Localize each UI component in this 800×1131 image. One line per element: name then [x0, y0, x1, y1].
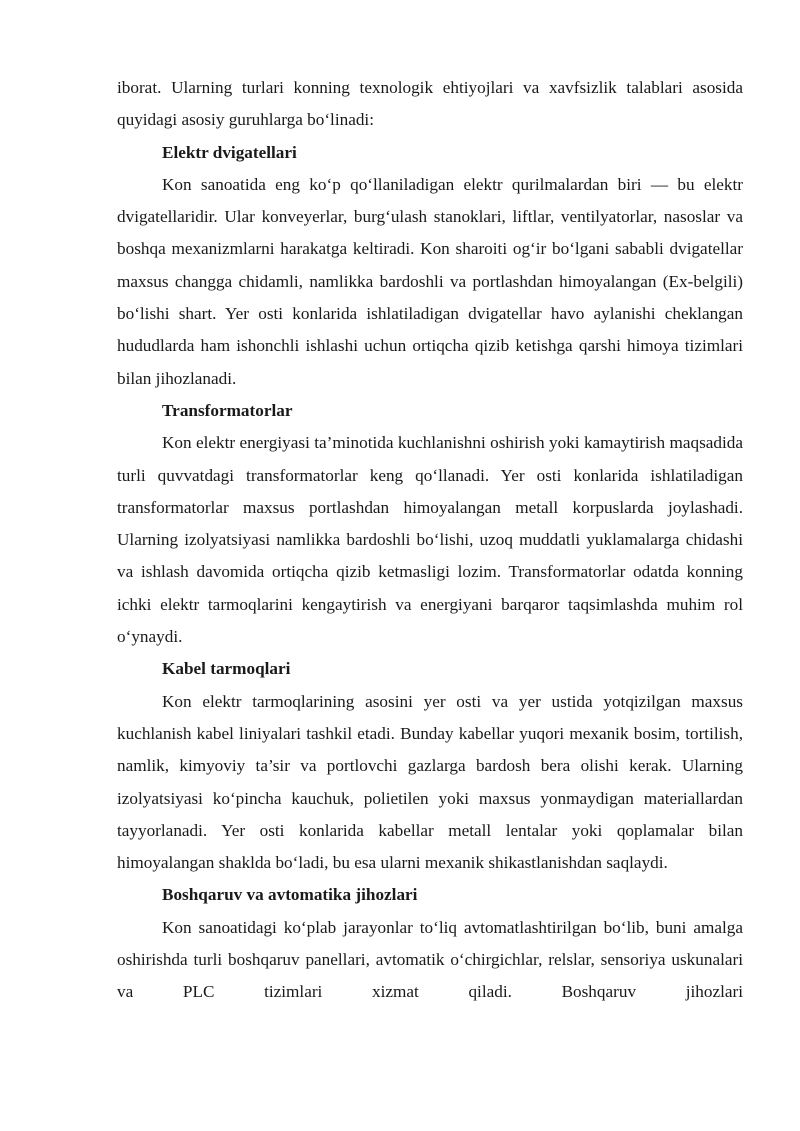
section-body-cable-networks: Kon elektr tarmoqlarining asosini yer osti va yer ustida yotqizilgan maxsus kuchlanish kabel liniyalari tashkil etadi. Bunday kabellar yuqori mexanik bosim, tortilish, namlik, kimyoviy ta’sir va portlovchi gazlarga bardosh bera olishi kerak. Ularning izolyatsiyasi ko‘pincha kauchuk, polietilen yoki maxsus yonmaydigan materiallardan tayyorlanadi. Yer osti konlarida kabellar metall lentalar yoki qoplamalar bilan himoyalangan shaklda bo‘ladi, bu esa ularni mexanik shikastlanishdan saqlaydi. [117, 691, 743, 873]
section-body-control-automation: Kon sanoatidagi ko‘plab jarayonlar to‘liq avtomatlashtirilgan bo‘lib, buni amalga oshirishda turli boshqaruv panellari, avtomatik o‘chirgichlar, relslar, sensoriya uskunalari va PLC tizimlari xizmat qiladi. Boshqaruv jihozlari [117, 917, 743, 1002]
document-page [117, 72, 743, 1009]
intro-paragraph: iborat. Ularning turlari konning texnologik ehtiyojlari va xavfsizlik talablari asosida quyidagi asosiy guruhlarga bo‘linadi: [117, 78, 743, 130]
section-heading-electric-motors: Elektr dvigatellari [162, 142, 297, 162]
section-heading-transformers: Transformatorlar [162, 400, 293, 420]
section-body-electric-motors: Kon sanoatida eng ko‘p qo‘llaniladigan elektr qurilmalardan biri — bu elektr dvigatellaridir. Ular konveyerlar, burg‘ulash stanoklari, liftlar, ventilyatorlar, nasoslar va boshqa mexanizmlarni harakatga keltiradi. Kon sharoiti og‘ir bo‘lgani sababli dvigatellar maxsus changga chidamli, namlikka bardoshli va portlashdan himoyalangan (Ex-belgili) bo‘lishi shart. Yer osti konlarida ishlatiladigan dvigatellar havo aylanishi cheklangan hududlarda ham ishonchli ishlashi uchun ortiqcha qizib ketishga qarshi himoya tizimlari bilan jihozlanadi. [117, 174, 743, 388]
section-heading-control-automation: Boshqaruv va avtomatika jihozlari [162, 885, 418, 905]
section-body-transformers: Kon elektr energiyasi ta’minotida kuchlanishni oshirish yoki kamaytirish maqsadida turli quvvatdagi transformatorlar keng qo‘llanadi. Yer osti konlarida ishlatiladigan transformatorlar maxsus portlashdan himoyalangan metall korpuslarda joylashadi. Ularning izolyatsiyasi namlikka bardoshli bo‘lishi, uzoq muddatli yuklamalarga chidashi va ishlash davomida ortiqcha qizib ketmasligi lozim. Transformatorlar odatda konning ichki elektr tarmoqlarini kengaytirish va energiyani barqaror taqsimlashda muhim rol o‘ynaydi. [117, 433, 743, 647]
section-heading-cable-networks: Kabel tarmoqlari [162, 659, 291, 679]
